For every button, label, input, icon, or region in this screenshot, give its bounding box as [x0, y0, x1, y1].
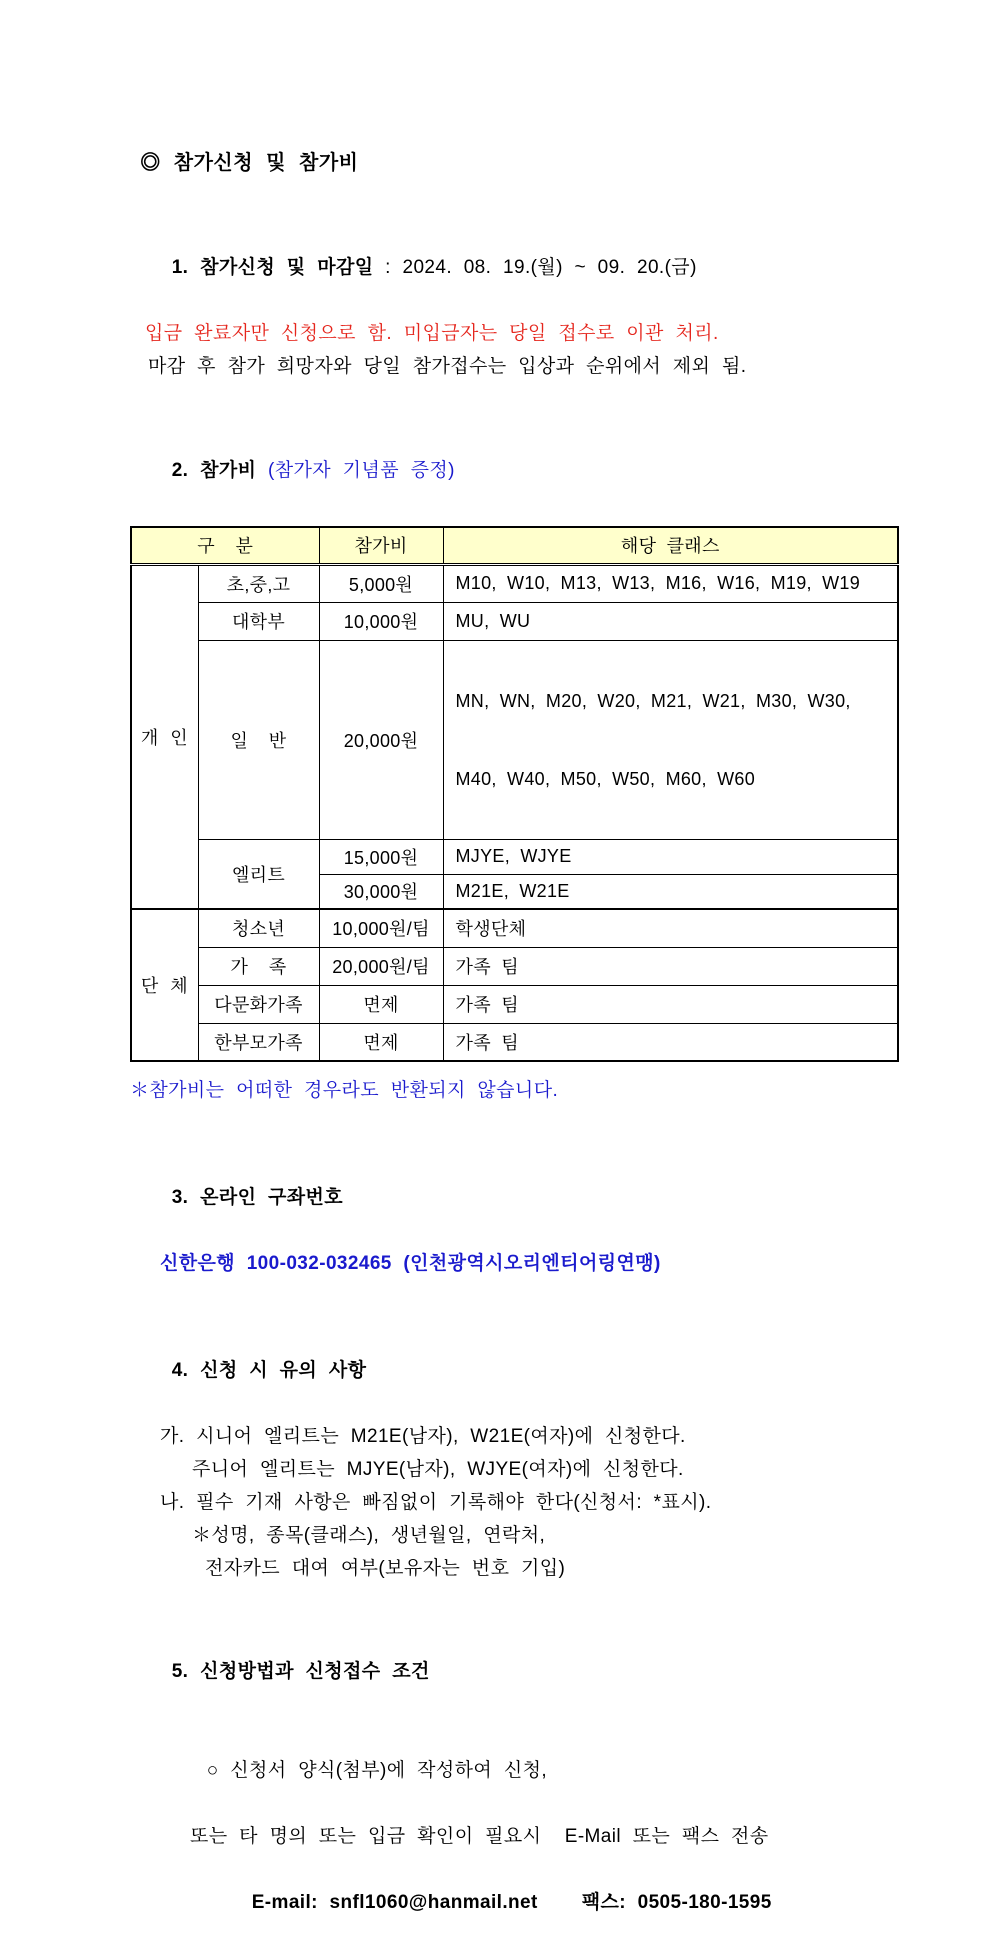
page-title [88, 118, 952, 208]
section2-heading-note: (참가자 기념품 증정) [268, 460, 455, 481]
fee-refund-footnote: ＊참가비는 어떠한 경우라도 반환되지 않습니다. [130, 1080, 559, 1101]
section3-number: 3. [171, 1187, 189, 1208]
sub-cell: 청소년 [198, 909, 319, 947]
title-text: 참가신청 및 참가비 [173, 152, 359, 174]
sub-cell: 초,중,고 [198, 564, 319, 602]
section5-heading-line [88, 1622, 952, 1721]
circle-bullet-icon: ○ [206, 1760, 231, 1781]
table-row [131, 839, 898, 874]
table-row [131, 564, 898, 602]
section5-line2: 또는 타 명의 또는 입금 확인이 필요시 E-Mail 또는 팩스 전송 [190, 1826, 769, 1847]
fee-table [130, 526, 899, 1062]
fee-cell: 10,000원/팀 [319, 909, 443, 947]
section4-number: 4. [171, 1360, 189, 1381]
class-line-2: M40, W40, M50, W50, M60, W60 [455, 768, 756, 789]
fee-cell: 10,000원 [319, 602, 443, 640]
fee-table-header-row [131, 527, 898, 564]
class-cell: 가족 팀 [443, 1023, 898, 1061]
fee-cell: 면제 [319, 985, 443, 1023]
sub-cell: 일 반 [198, 640, 319, 839]
sub-cell: 한부모가족 [198, 1023, 319, 1061]
sub-cell: 다문화가족 [198, 985, 319, 1023]
group-individual-cell: 개 인 [131, 564, 198, 909]
sub-cell-elite: 엘리트 [198, 839, 319, 909]
class-cell: M21E, W21E [443, 874, 898, 909]
section2-number: 2. [171, 460, 189, 481]
section1-heading-line [88, 218, 952, 317]
title-bullet-icon: ◎ [140, 152, 161, 174]
fee-cell: 5,000원 [319, 564, 443, 602]
section5-heading: 신청방법과 신청접수 조건 [200, 1661, 430, 1682]
section4-item-na-required: ＊성명, 종목(클래스), 생년월일, 연락처, [192, 1525, 546, 1546]
class-line-1: MN, WN, M20, W20, M21, W21, M30, W30, [455, 690, 851, 711]
fee-cell: 20,000원/팀 [319, 947, 443, 985]
class-cell: MJYE, WJYE [443, 839, 898, 874]
section5-line1-text: 신청서 양식(첨부)에 작성하여 신청, [230, 1760, 548, 1781]
group-team-cell: 단 체 [131, 909, 198, 1061]
bank-account: 신한은행 100-032-032465 (인천광역시오리엔티어링연맹) [160, 1253, 661, 1274]
section1-heading: 참가신청 및 마감일 [200, 257, 374, 278]
section2-heading: 참가비 [200, 460, 257, 481]
section1-warning: 입금 완료자만 신청으로 함. 미입금자는 당일 접수로 이관 처리. [145, 323, 719, 344]
section4-item-na-cont: 전자카드 대여 여부(보유자는 번호 기입) [205, 1558, 566, 1579]
table-row [131, 947, 898, 985]
header-fee: 참가비 [319, 527, 443, 564]
contact-line [88, 1853, 952, 1952]
section3-heading-line [88, 1148, 952, 1247]
section4-heading-line [88, 1321, 952, 1420]
class-cell: 가족 팀 [443, 947, 898, 985]
table-row [131, 909, 898, 947]
header-category: 구 분 [131, 527, 319, 564]
section4-item-ga-cont: 주니어 엘리트는 MJYE(남자), WJYE(여자)에 신청한다. [192, 1459, 684, 1480]
section4-item-na: 나. 필수 기재 사항은 빠짐없이 기록해야 한다(신청서: *표시). [160, 1492, 712, 1513]
sub-cell: 대학부 [198, 602, 319, 640]
section4-heading: 신청 시 유의 사항 [200, 1360, 367, 1381]
class-cell: 학생단체 [443, 909, 898, 947]
email-address: E-mail: snfl1060@hanmail.net [251, 1892, 538, 1913]
sub-cell: 가 족 [198, 947, 319, 985]
fee-cell: 15,000원 [319, 839, 443, 874]
section5-line1 [88, 1721, 952, 1820]
class-cell: 가족 팀 [443, 985, 898, 1023]
fax-number: 팩스: 0505-180-1595 [581, 1892, 772, 1913]
table-row [131, 985, 898, 1023]
class-cell: M10, W10, M13, W13, M16, W16, M19, W19 [443, 564, 898, 602]
section1-period: : 2024. 08. 19.(월) ~ 09. 20.(금) [373, 257, 697, 278]
section1-note: 마감 후 참가 희망자와 당일 참가접수는 입상과 순위에서 제외 됨. [148, 356, 747, 377]
class-cell [443, 640, 898, 839]
fee-cell: 면제 [319, 1023, 443, 1061]
table-row [131, 1023, 898, 1061]
table-row [131, 602, 898, 640]
section2-heading-line [88, 421, 952, 520]
section5-number: 5. [171, 1661, 189, 1682]
section1-number: 1. [171, 257, 189, 278]
section4-item-ga: 가. 시니어 엘리트는 M21E(남자), W21E(여자)에 신청한다. [160, 1426, 686, 1447]
section3-heading: 온라인 구좌번호 [200, 1187, 344, 1208]
fee-cell: 30,000원 [319, 874, 443, 909]
table-row [131, 640, 898, 839]
class-cell: MU, WU [443, 602, 898, 640]
header-class: 해당 클래스 [443, 527, 898, 564]
fee-cell: 20,000원 [319, 640, 443, 839]
